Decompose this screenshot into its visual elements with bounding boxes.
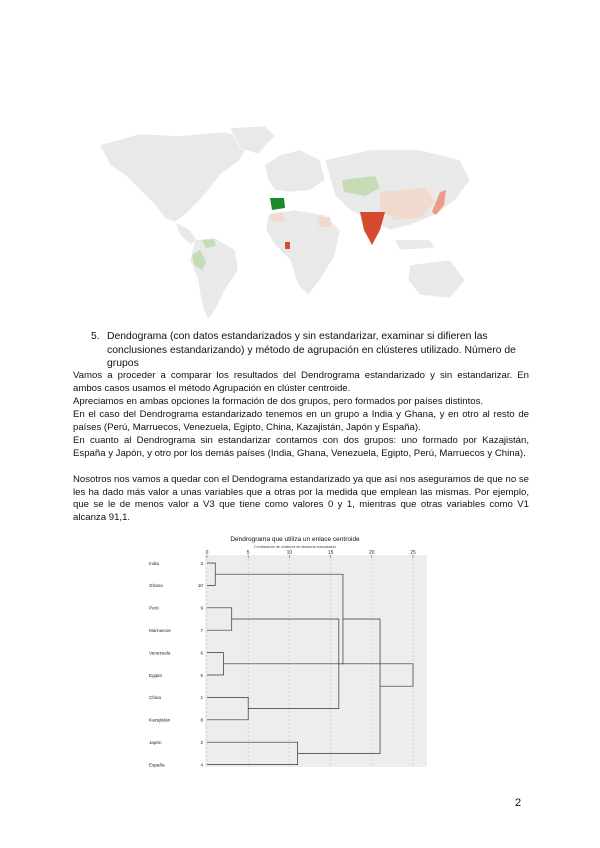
x-tick-label-5: 25 [410,550,416,556]
x-tick-label-2: 10 [286,550,293,556]
x-tick-label-1: 5 [246,550,250,556]
leaf-id-5: 5 [200,672,203,678]
leaf-id-4: 6 [200,650,203,656]
map-australia [408,260,465,298]
leaf-label-6: China [149,695,162,701]
leaf-label-7: Kazajistán [149,717,171,723]
leaf-id-9: 4 [200,762,203,768]
item-number: 5. [91,331,100,342]
paragraph-conclusion: Nosotros nos vamos a quedar con el Dendograma estandarizado ya que así nos aseguramos de que no se les ha dado más valor a unas variables que a otras por la medida que emplean las mismas. Por ejemplo, que se le de menos valor a V3 que tiene como valores 0 y 1, mientras que otras variables como V1 alcanza 91,1. [73,474,529,523]
leaf-id-0: 3 [200,560,203,566]
leaf-label-1: Ghana [149,583,163,589]
map-spain [270,198,285,210]
leaf-label-8: Japón [149,740,162,745]
leaf-id-2: 9 [200,605,203,611]
dendrogram-title: Dendrograma que utiliza un enlace centroide [230,536,360,543]
leaf-label-5: Egipto [149,672,163,678]
leaf-label-0: India [149,560,159,566]
map-india [360,212,385,245]
dendrogram-chart [145,533,435,773]
leaf-id-7: 8 [200,717,203,723]
dendrogram-subtitle: Combinación de clústeres de distancia reescalados [254,545,336,549]
map-indonesia [395,240,435,250]
map-north-america [100,132,250,222]
paragraph-standardized: En el caso del Dendrograma estandarizado tenemos en un grupo a India y Ghana, y en otro al resto de países (Perú, Marruecos, Venezuela, Egipto, China, Kazajistán, Japón y España). [73,409,529,433]
paragraph-two-groups: Apreciamos en ambas opciones la formación de dos grupos, pero formados por países distintos. [73,396,484,407]
leaf-label-9: España [149,762,165,768]
x-tick-label-0: 0 [205,550,209,556]
x-tick-label-4: 20 [369,550,375,556]
page-number: 2 [515,797,522,809]
map-south-america [190,238,238,320]
leaf-label-2: Perú [149,605,159,611]
map-europe [265,150,325,192]
x-tick-label-3: 15 [327,550,334,556]
map-egypt [318,217,331,227]
paragraph-unstandardized: En cuanto al Dendrograma sin estandarizar contamos con dos grupos: uno formado por Kazajistán, España y Japón, y otro por los demás países (India, Ghana, Venezuela, Egipto, Perú, Marruecos y China). [73,435,529,459]
paragraph-intro: Vamos a proceder a comparar los resultados del Dendrograma estandarizado y sin estandarizar. En ambos casos usamos el método Agrupación en clúster centroide. [73,370,529,394]
leaf-id-8: 2 [200,740,203,745]
leaf-label-4: Venezuela [149,650,171,656]
leaf-id-3: 7 [200,628,203,633]
leaf-id-1: 10 [197,583,203,589]
map-morocco [270,212,284,222]
dendrogram-plot-area [205,555,427,767]
world-map [80,120,500,330]
item-text: Dendograma (con datos estandarizados y sin estandarizar, examinar si difieren las conclusiones estandarizando) y método de agrupación en clústeres utilizado. Número de grupos [107,331,516,369]
map-ghana [285,242,290,249]
leaf-id-6: 1 [200,695,203,701]
leaf-label-3: Marruecos [149,628,171,633]
